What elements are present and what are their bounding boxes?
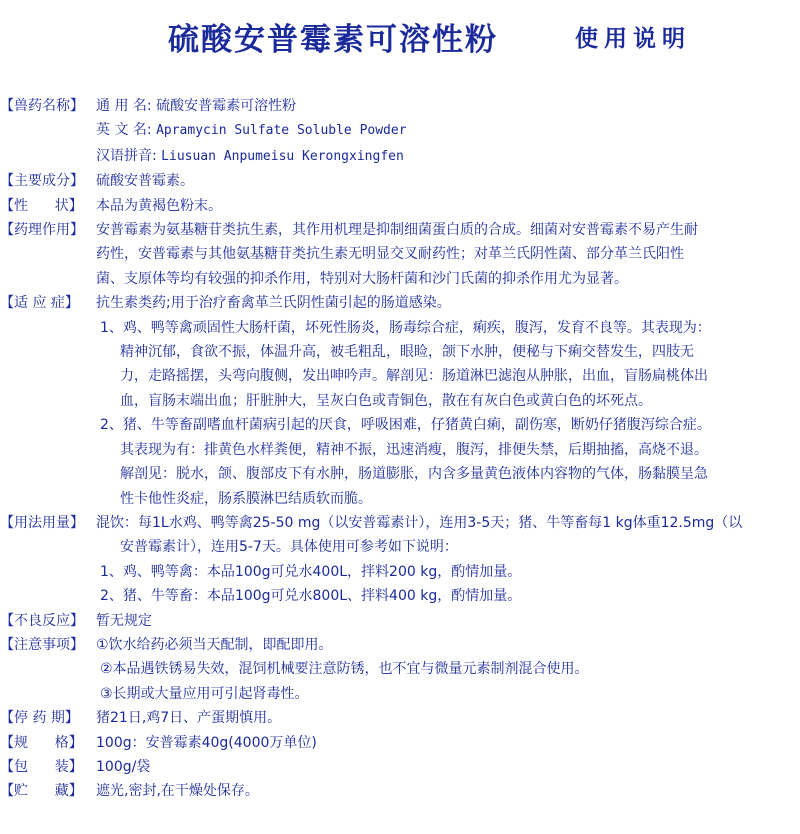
english-name: Apramycin Sulfate Soluble Powder	[156, 123, 407, 139]
section-indications	[0, 291, 800, 315]
dosage-item: 1、鸡、鸭等禽：本品100g可兑水400L，拌料200 kg，酌情加量。	[100, 563, 522, 580]
section-withdrawal	[0, 706, 800, 730]
section-label: 【适 应 症】	[0, 295, 79, 312]
indication-item1-line: 精神沉郁，食欲不振，体温升高，被毛粗乱，眼睑，颌下水肿，便秘与下痢交替发生，四肢无	[120, 344, 694, 361]
pharmacology-line: 药性，安普霉素与其他氨基糖苷类抗生素无明显交叉耐药性；对革兰氏阴性菌、部分革兰氏阳性	[96, 246, 684, 263]
pharmacology-line: 安普霉素为氨基糖苷类抗生素，其作用机理是抑制细菌蛋白质的合成。细菌对安普霉素不易产生耐	[96, 222, 698, 239]
section-label: 【停 药 期】	[0, 710, 79, 727]
dosage-line: 安普霉素计），连用5-7天。具体使用可参考如下说明：	[120, 539, 458, 556]
section-adverse	[0, 609, 800, 633]
section-label: 【用法用量】	[0, 514, 84, 531]
english-name-label: 英 文 名:	[96, 122, 152, 139]
section-label: 【包 装】	[0, 758, 83, 775]
precaution-item: ②本品遇铁锈易失效，混饲机械要注意防锈，也不宜与微量元素制剂混合使用。	[100, 661, 589, 678]
withdrawal-text: 猪21日,鸡7日、产蛋期慎用。	[96, 710, 282, 727]
indication-item2-line: 2、猪、牛等畜副嗜血杆菌病引起的厌食，呼吸困难，仔猪黄白痢，副伤寒，断奶仔猪腹泻综合症。	[100, 417, 711, 434]
section-pharmacology	[0, 218, 800, 242]
section-label: 【性 状】	[0, 197, 83, 214]
package-text: 100g/袋	[96, 758, 151, 775]
pharmacology-line: 菌、支原体等均有较强的抑杀作用，特别对大肠杆菌和沙门氏菌的抑杀作用尤为显著。	[96, 270, 628, 287]
english-name-row	[0, 118, 800, 143]
indication-item1-line: 力，走路摇摆，头弯向腹侧，发出呻吟声。解剖见：肠道淋巴滤泡从肿胀，出血，盲肠扁桃体出	[120, 368, 708, 385]
section-label: 【注意事项】	[0, 636, 84, 653]
adverse-text: 暂无规定	[96, 612, 152, 629]
document-subtitle: 使用说明	[575, 26, 691, 52]
section-spec	[0, 731, 800, 755]
indications-intro: 抗生素类药;用于治疗畜禽革兰氏阴性菌引起的肠道感染。	[96, 295, 451, 312]
common-name-label: 通 用 名:	[96, 98, 152, 114]
storage-text: 遮光,密封,在干燥处保存。	[96, 783, 259, 800]
section-label: 【规 格】	[0, 734, 83, 751]
section-precautions	[0, 633, 800, 657]
section-dosage	[0, 511, 800, 535]
section-label: 【兽药名称】	[0, 98, 84, 114]
section-storage	[0, 779, 800, 803]
section-label: 【不良反应】	[0, 612, 84, 629]
instructions-body	[0, 94, 800, 804]
section-label: 【贮 藏】	[0, 783, 83, 800]
pinyin-label: 汉语拼音:	[96, 147, 157, 164]
indication-item2-line: 其表现为有：排黄色水样粪便，精神不振，迅速消瘦，腹泻，排便失禁，后期抽搐，高烧不退。	[120, 441, 708, 458]
indication-item1-line: 1、鸡、鸭等禽顽固性大肠杆菌，坏死性肠炎，肠毒综合症，痢疾，腹泻，发育不良等。其表现为：	[100, 319, 711, 336]
document-title: 硫酸安普霉素可溶性粉	[168, 22, 498, 58]
appearance-text: 本品为黄褐色粉末。	[96, 197, 222, 214]
section-appearance	[0, 194, 800, 218]
pinyin: Liusuan Anpumeisu Kerongxingfen	[161, 148, 404, 164]
indication-item2-line: 性卡他性炎症，肠系膜淋巴结质软而脆。	[120, 490, 372, 507]
ingredient-text: 硫酸安普霉素。	[96, 173, 194, 190]
indication-item2-line: 解剖见：脱水，颌、腹部皮下有水肿，肠道膨胀，内含多量黄色液体内容物的气体，肠黏膜呈急	[120, 466, 708, 483]
precaution-item: ③长期或大量应用可引起肾毒性。	[100, 685, 309, 702]
indication-item1-line: 血，盲肠末端出血；肝脏肿大，呈灰白色或青铜色，散在有灰白色或黄白色的坏死点。	[120, 392, 652, 409]
section-label: 【药理作用】	[0, 222, 84, 239]
common-name: 硫酸安普霉素可溶性粉	[156, 98, 297, 114]
section-name	[0, 94, 800, 118]
pinyin-row	[0, 144, 800, 169]
dosage-line: 混饮：每1L水鸡、鸭等禽25-50 mg（以安普霉素计），连用3-5天；猪、牛等畜每1 kg体重12.5mg（以	[96, 514, 743, 531]
section-ingredient	[0, 169, 800, 193]
spec-text: 100g：安普霉素40g(4000万单位)	[96, 734, 317, 751]
precaution-item: ①饮水给药必须当天配制，即配即用。	[96, 636, 333, 653]
section-label: 【主要成分】	[0, 173, 84, 190]
section-package	[0, 755, 800, 779]
document-header	[0, 14, 800, 64]
dosage-item: 2、猪、牛等畜：本品100g可兑水800L、拌料400 kg，酌情加量。	[100, 588, 522, 605]
